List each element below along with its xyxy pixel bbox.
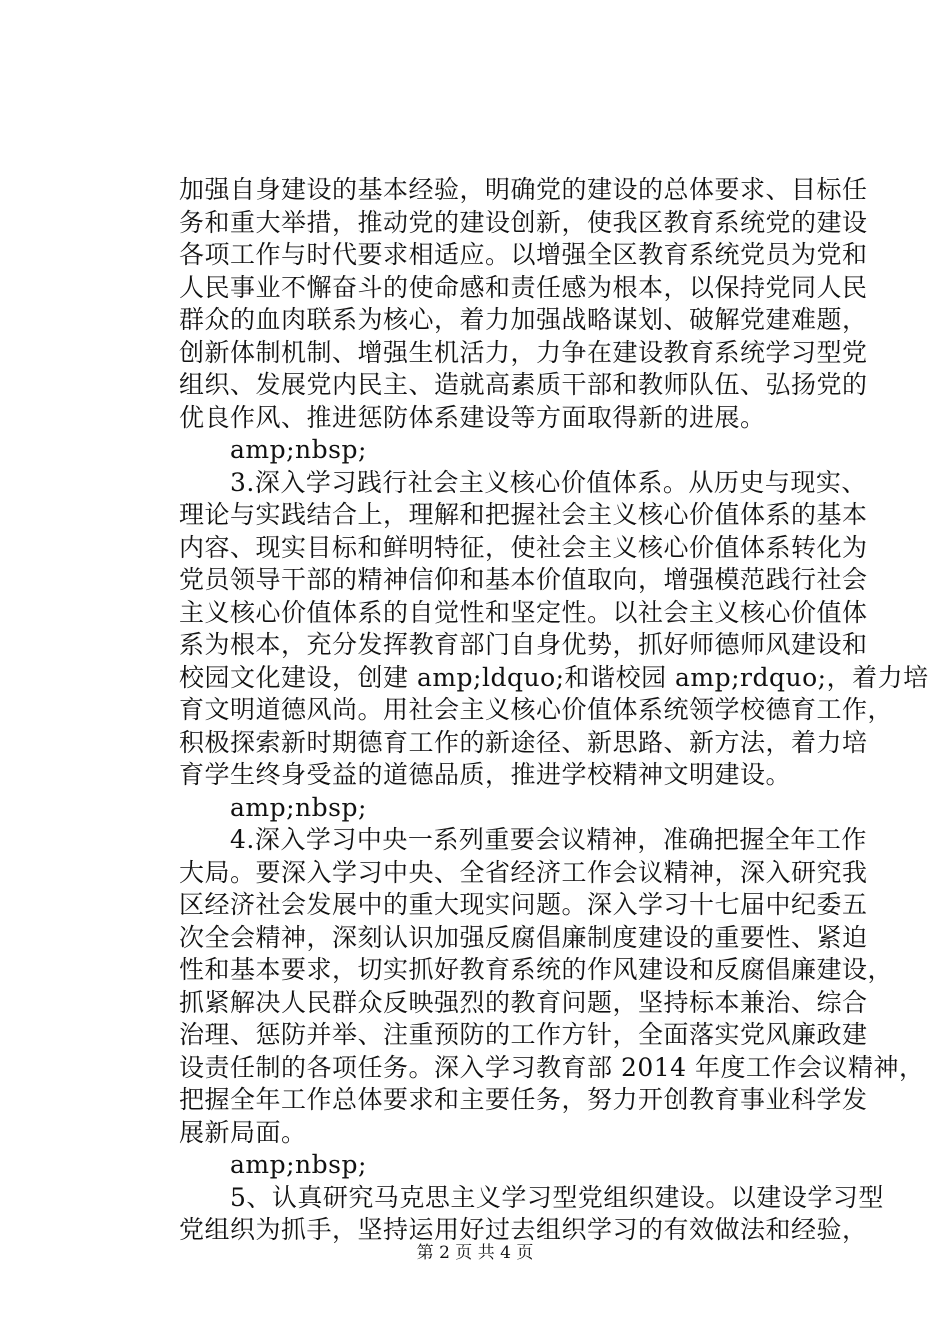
text-line: 理论与实践结合上，理解和把握社会主义核心价值体系的基本 — [179, 500, 868, 529]
text-line: 大局。要深入学习中央、全省经济工作会议精神，深入研究我 — [179, 857, 868, 887]
text-line: amp;nbsp; — [179, 435, 367, 464]
text-line: 5、认真研究马克思主义学习型党组织建设。以建设学习型 — [179, 1182, 884, 1212]
text-line: 主义核心价值体系的自觉性和坚定性。以社会主义核心价值体 — [179, 597, 868, 627]
text-line: amp;nbsp; — [179, 1150, 367, 1179]
text-line: 优良作风、推进惩防体系建设等方面取得新的进展。 — [179, 402, 766, 432]
text-line: 积极探索新时期德育工作的新途径、新思路、新方法，着力培 — [179, 727, 868, 757]
text-line: 次全会精神，深刻认识加强反腐倡廉制度建设的重要性、紧迫 — [179, 922, 868, 952]
text-line: 治理、惩防并举、注重预防的工作方针，全面落实党风廉政建 — [179, 1020, 868, 1049]
text-line: 校园文化建设，创建 amp;ldquo;和谐校园 amp;rdquo;，着力培 — [179, 662, 929, 692]
text-line: 展新局面。 — [179, 1117, 307, 1147]
text-line: 内容、现实目标和鲜明特征，使社会主义核心价值体系转化为 — [179, 532, 868, 562]
text-line: 设责任制的各项任务。深入学习教育部 2014 年度工作会议精神， — [179, 1052, 925, 1082]
text-line: 把握全年工作总体要求和主要任务，努力开创教育事业科学发 — [179, 1085, 868, 1114]
text-line: 加强自身建设的基本经验，明确党的建设的总体要求、目标任 — [179, 175, 868, 204]
text-line: 3.深入学习践行社会主义核心价值体系。从历史与现实、 — [179, 467, 867, 497]
text-line: 组织、发展党内民主、造就高素质干部和教师队伍、弘扬党的 — [179, 370, 868, 399]
text-line: 育文明道德风尚。用社会主义核心价值体系统领学校德育工作， — [179, 695, 894, 724]
document-body — [179, 174, 929, 1247]
text-line: 性和基本要求，切实抓好教育系统的作风建设和反腐倡廉建设， — [179, 955, 894, 984]
text-line: 4.深入学习中央一系列重要会议精神，准确把握全年工作 — [179, 825, 867, 854]
text-line: 系为根本，充分发挥教育部门自身优势，抓好师德师风建设和 — [179, 630, 868, 659]
text-line: 务和重大举措，推动党的建设创新，使我区教育系统党的建设 — [179, 207, 868, 237]
text-line: 创新体制机制、增强生机活力，力争在建设教育系统学习型党 — [179, 337, 868, 367]
text-line: 群众的血肉联系为核心，着力加强战略谋划、破解党建难题， — [179, 305, 868, 334]
text-line: 人民事业不懈奋斗的使命感和责任感为根本，以保持党同人民 — [179, 272, 868, 302]
text-line: 各项工作与时代要求相适应。以增强全区教育系统党员为党和 — [179, 240, 868, 269]
text-line: 区经济社会发展中的重大现实问题。深入学习十七届中纪委五 — [179, 890, 868, 919]
text-line: 育学生终身受益的道德品质，推进学校精神文明建设。 — [179, 760, 792, 789]
text-line: 党组织为抓手，坚持运用好过去组织学习的有效做法和经验， — [179, 1215, 868, 1244]
text-line: 抓紧解决人民群众反映强烈的教育问题，坚持标本兼治、综合 — [179, 987, 868, 1017]
page-footer: 第 2 页 共 4 页 — [416, 1243, 534, 1263]
text-line: 党员领导干部的精神信仰和基本价值取向，增强模范践行社会 — [179, 565, 868, 594]
text-line: amp;nbsp; — [179, 792, 367, 822]
